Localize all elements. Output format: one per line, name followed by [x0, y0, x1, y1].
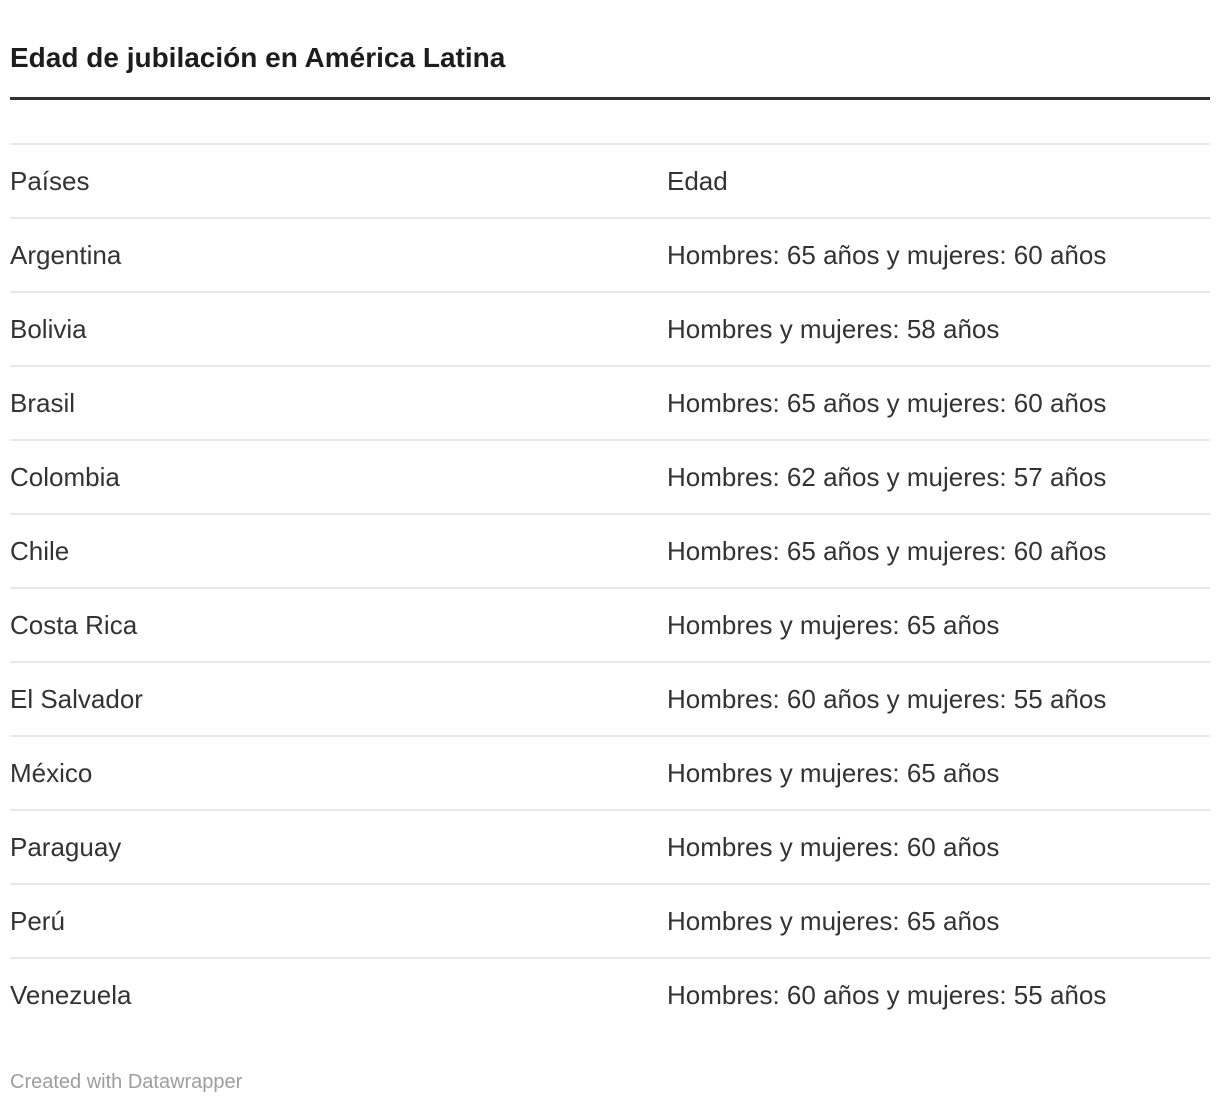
column-header-edad: Edad — [667, 165, 728, 196]
table-row — [10, 810, 1210, 884]
table-row — [10, 588, 1210, 662]
table-row — [10, 736, 1210, 810]
retirement-age-table — [10, 143, 1210, 1031]
age-cell: Hombres y mujeres: 65 años — [667, 757, 1000, 788]
country-cell: Bolivia — [10, 313, 87, 344]
country-cell: México — [10, 757, 93, 788]
table-row — [10, 366, 1210, 440]
country-cell: Argentina — [10, 239, 122, 270]
age-cell: Hombres: 65 años y mujeres: 60 años — [667, 387, 1107, 418]
column-header-paises: Países — [10, 165, 90, 196]
table-row — [10, 662, 1210, 736]
age-cell: Hombres y mujeres: 58 años — [667, 313, 1000, 344]
country-cell: Venezuela — [10, 979, 132, 1010]
chart-footer — [10, 1071, 1210, 1094]
country-cell: El Salvador — [10, 683, 143, 714]
country-cell: Brasil — [10, 387, 76, 418]
table-row — [10, 440, 1210, 514]
table-row — [10, 958, 1210, 1031]
table-row — [10, 884, 1210, 958]
age-cell: Hombres: 60 años y mujeres: 55 años — [667, 683, 1107, 714]
country-cell: Paraguay — [10, 831, 122, 862]
age-cell: Hombres: 60 años y mujeres: 55 años — [667, 979, 1107, 1010]
title-divider-rule — [10, 97, 1210, 100]
age-cell: Hombres: 65 años y mujeres: 60 años — [667, 239, 1107, 270]
age-cell: Hombres: 62 años y mujeres: 57 años — [667, 461, 1107, 492]
country-cell: Colombia — [10, 461, 120, 492]
age-cell: Hombres y mujeres: 65 años — [667, 905, 1000, 936]
table-header-row — [10, 144, 1210, 218]
attribution-text: Created with Datawrapper — [10, 1071, 243, 1093]
chart-title: Edad de jubilación en América Latina — [10, 42, 506, 73]
age-cell: Hombres y mujeres: 65 años — [667, 609, 1000, 640]
country-cell: Costa Rica — [10, 609, 138, 640]
age-cell: Hombres y mujeres: 60 años — [667, 831, 1000, 862]
table-row — [10, 514, 1210, 588]
country-cell: Chile — [10, 535, 70, 566]
age-cell: Hombres: 65 años y mujeres: 60 años — [667, 535, 1107, 566]
table-row — [10, 292, 1210, 366]
country-cell: Perú — [10, 905, 65, 936]
table-body — [10, 218, 1210, 1031]
table-row — [10, 218, 1210, 292]
